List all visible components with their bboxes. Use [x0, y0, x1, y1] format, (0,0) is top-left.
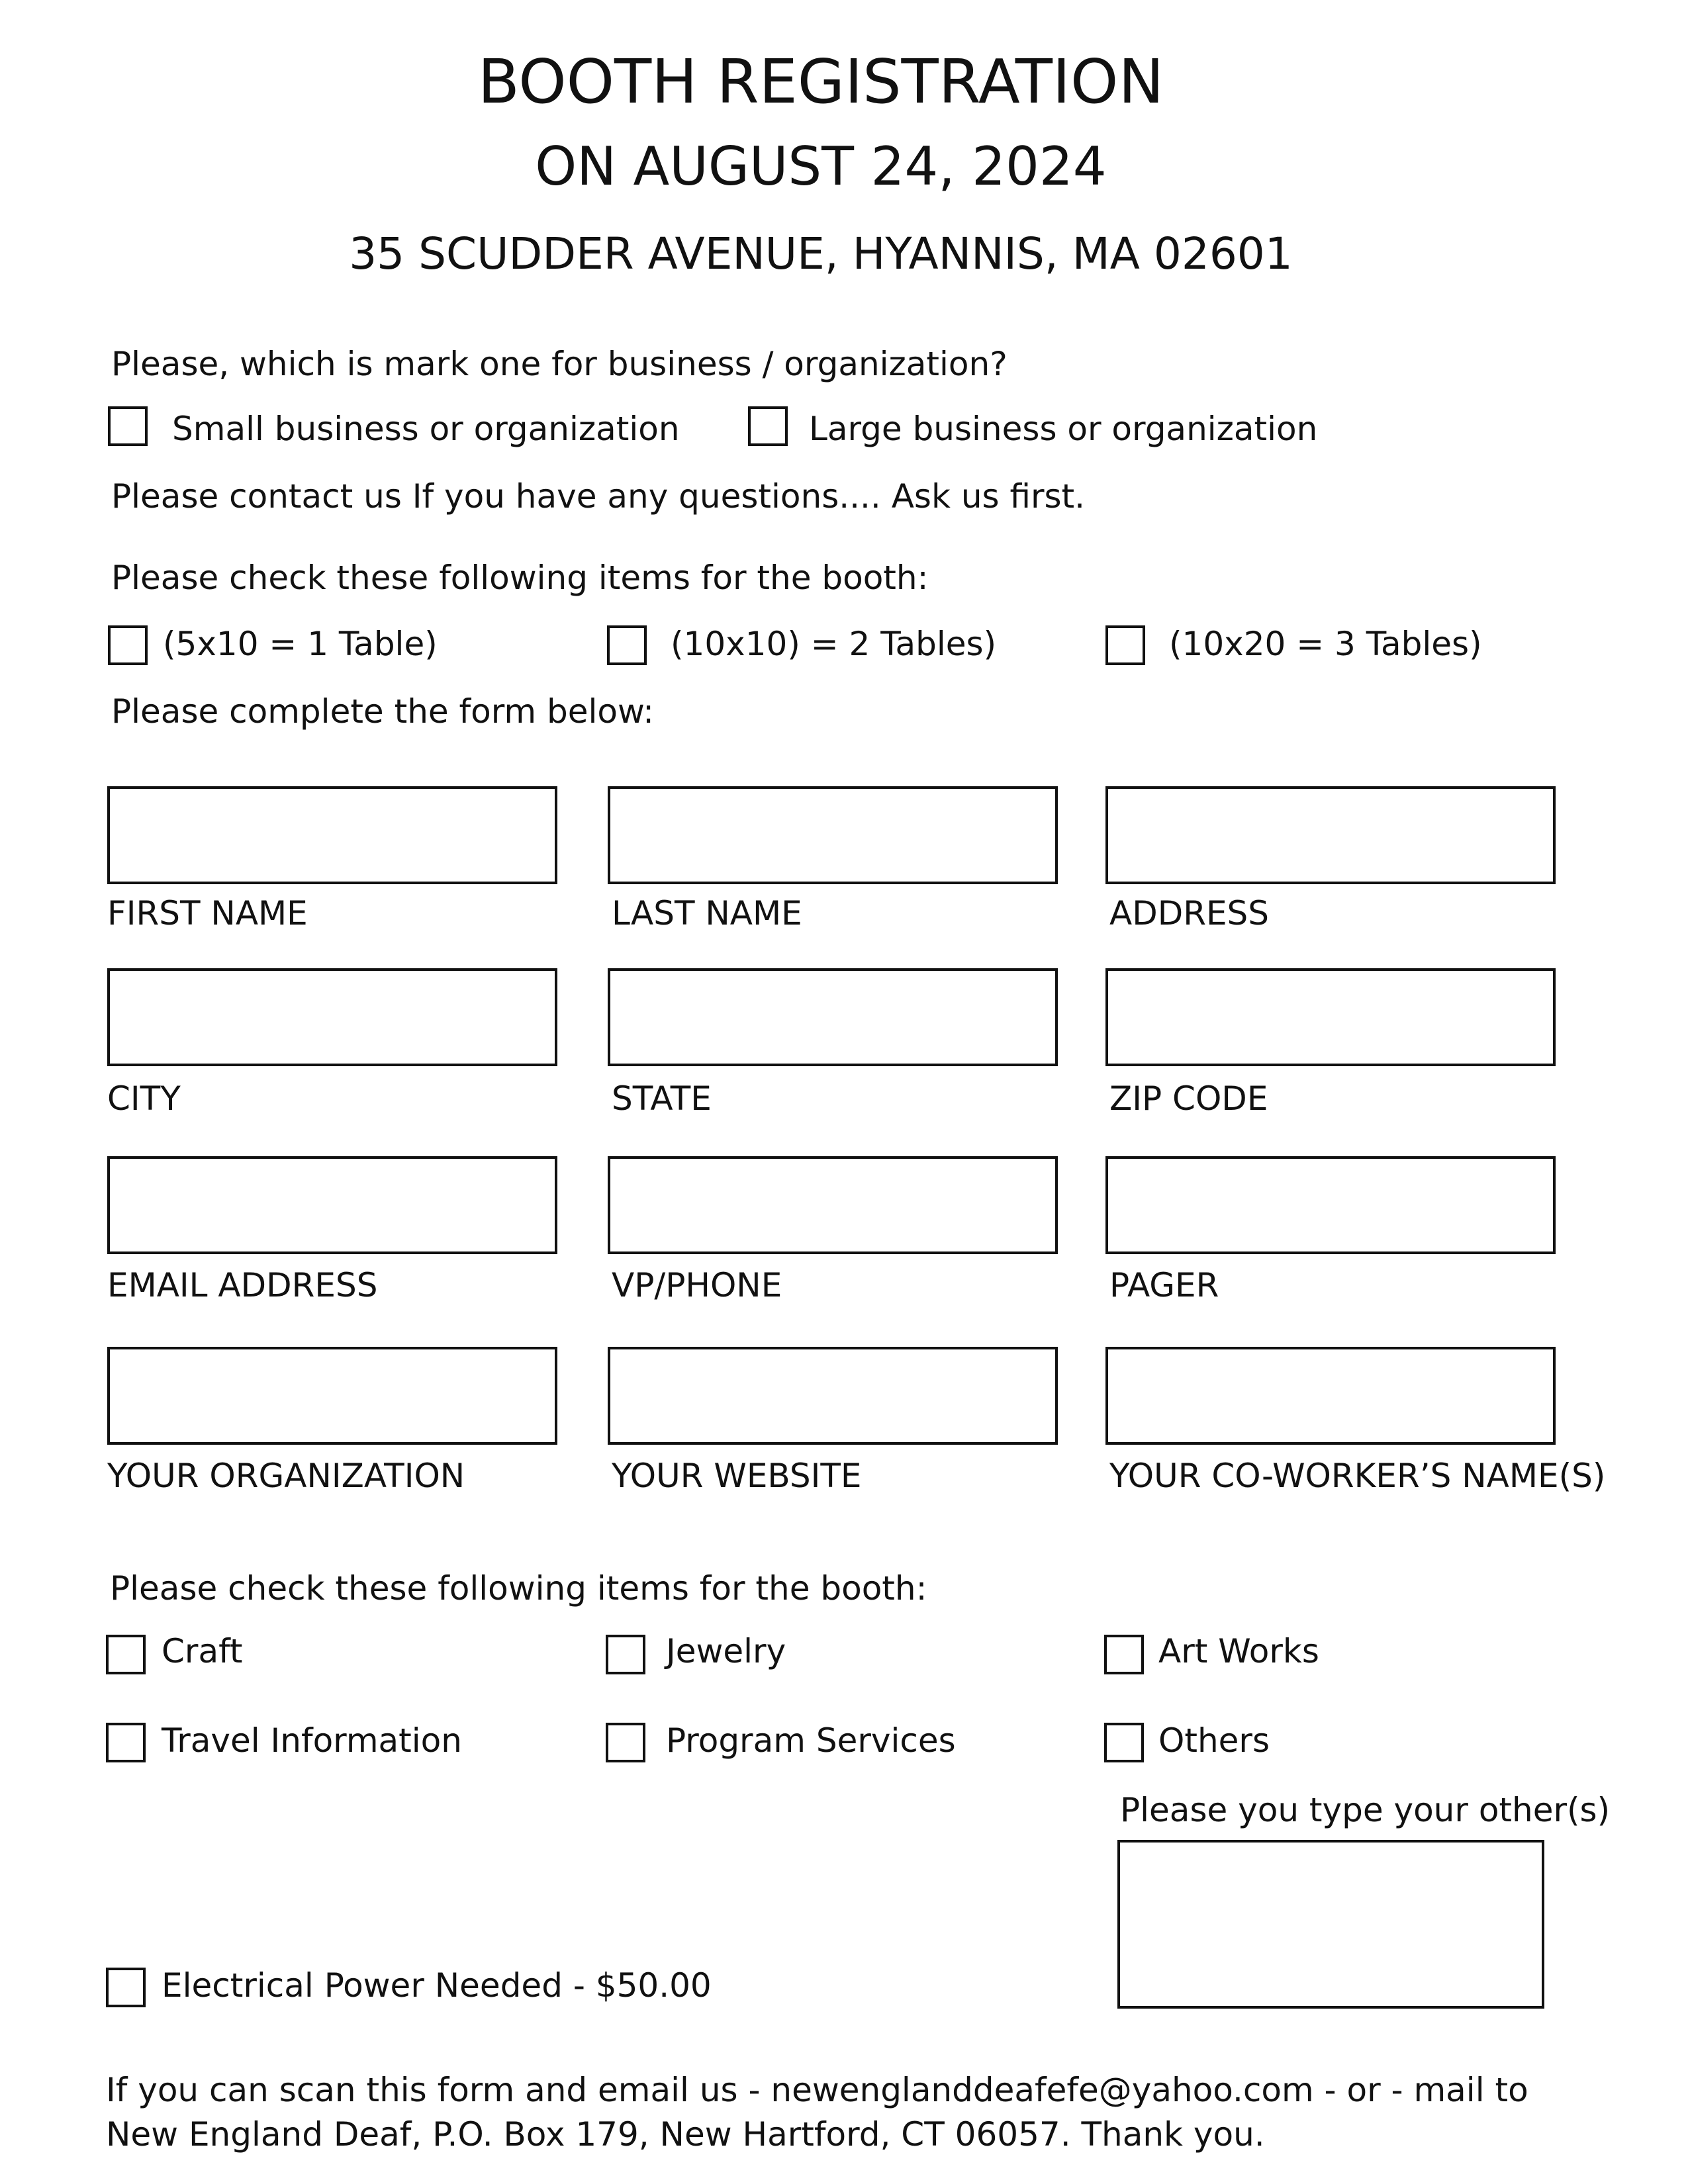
website-field[interactable]: [608, 1347, 1058, 1445]
travel-information-checkbox[interactable]: [106, 1723, 146, 1762]
booth-items-prompt: Please check these following items for the booth:: [110, 1569, 927, 1608]
footer-instructions: If you can scan this form and email us - newenglanddeafefe@yahoo.com - or - mail to New England Deaf, P.O. Box 179, New Hartford, CT 06057. Thank you.: [106, 2071, 1528, 2154]
art-works-label: Art Works: [1158, 1632, 1319, 1670]
craft-label: Craft: [162, 1632, 243, 1670]
program-services-checkbox[interactable]: [606, 1723, 645, 1762]
pager-label: PAGER: [1109, 1266, 1219, 1304]
organization-field[interactable]: [107, 1347, 557, 1445]
small-business-checkbox[interactable]: [108, 406, 148, 446]
last-name-label: LAST NAME: [612, 894, 802, 933]
small-business-label: Small business or organization: [172, 410, 680, 448]
booth-10x20-checkbox[interactable]: [1105, 625, 1145, 665]
large-business-label: Large business or organization: [809, 410, 1318, 448]
craft-checkbox[interactable]: [106, 1635, 146, 1674]
address-field[interactable]: [1105, 786, 1556, 884]
first-name-field[interactable]: [107, 786, 557, 884]
vp-phone-field[interactable]: [608, 1156, 1058, 1254]
booth-10x20-label: (10x20 = 3 Tables): [1169, 625, 1482, 663]
booth-10x10-label: (10x10) = 2 Tables): [671, 625, 997, 663]
email-address-field[interactable]: [107, 1156, 557, 1254]
form-intro: Please complete the form below:: [111, 692, 654, 731]
jewelry-checkbox[interactable]: [606, 1635, 645, 1674]
large-business-checkbox[interactable]: [748, 406, 788, 446]
zip-code-label: ZIP CODE: [1109, 1079, 1268, 1118]
pager-field[interactable]: [1105, 1156, 1556, 1254]
website-label: YOUR WEBSITE: [612, 1457, 862, 1495]
others-checkbox[interactable]: [1104, 1723, 1144, 1762]
electrical-power-label: Electrical Power Needed - $50.00: [162, 1966, 712, 2005]
others-label: Others: [1158, 1721, 1270, 1760]
program-services-label: Program Services: [666, 1721, 956, 1760]
booth-size-prompt: Please check these following items for the booth:: [111, 559, 929, 597]
event-date: ON AUGUST 24, 2024: [535, 136, 1107, 197]
booth-10x10-checkbox[interactable]: [607, 625, 647, 665]
zip-code-field[interactable]: [1105, 968, 1556, 1066]
first-name-label: FIRST NAME: [107, 894, 308, 933]
coworker-names-label: YOUR CO-WORKER’S NAME(S): [1109, 1457, 1606, 1495]
event-address: 35 SCUDDER AVENUE, HYANNIS, MA 02601: [349, 228, 1293, 279]
jewelry-label: Jewelry: [666, 1632, 786, 1670]
business-type-question: Please, which is mark one for business / organization?: [111, 345, 1008, 383]
organization-label: YOUR ORGANIZATION: [107, 1457, 465, 1495]
page-title: BOOTH REGISTRATION: [477, 46, 1164, 117]
last-name-field[interactable]: [608, 786, 1058, 884]
travel-information-label: Travel Information: [162, 1721, 462, 1760]
other-items-field[interactable]: [1117, 1840, 1544, 2009]
contact-note: Please contact us If you have any questions.... Ask us first.: [111, 477, 1086, 516]
electrical-power-checkbox[interactable]: [106, 1968, 146, 2007]
vp-phone-label: VP/PHONE: [612, 1266, 782, 1304]
state-field[interactable]: [608, 968, 1058, 1066]
city-field[interactable]: [107, 968, 557, 1066]
email-address-label: EMAIL ADDRESS: [107, 1266, 378, 1304]
city-label: CITY: [107, 1079, 181, 1118]
other-prompt: Please you type your other(s): [1120, 1791, 1611, 1829]
art-works-checkbox[interactable]: [1104, 1635, 1144, 1674]
address-label: ADDRESS: [1109, 894, 1270, 933]
booth-5x10-checkbox[interactable]: [108, 625, 148, 665]
coworker-names-field[interactable]: [1105, 1347, 1556, 1445]
booth-5x10-label: (5x10 = 1 Table): [163, 625, 438, 663]
state-label: STATE: [612, 1079, 712, 1118]
